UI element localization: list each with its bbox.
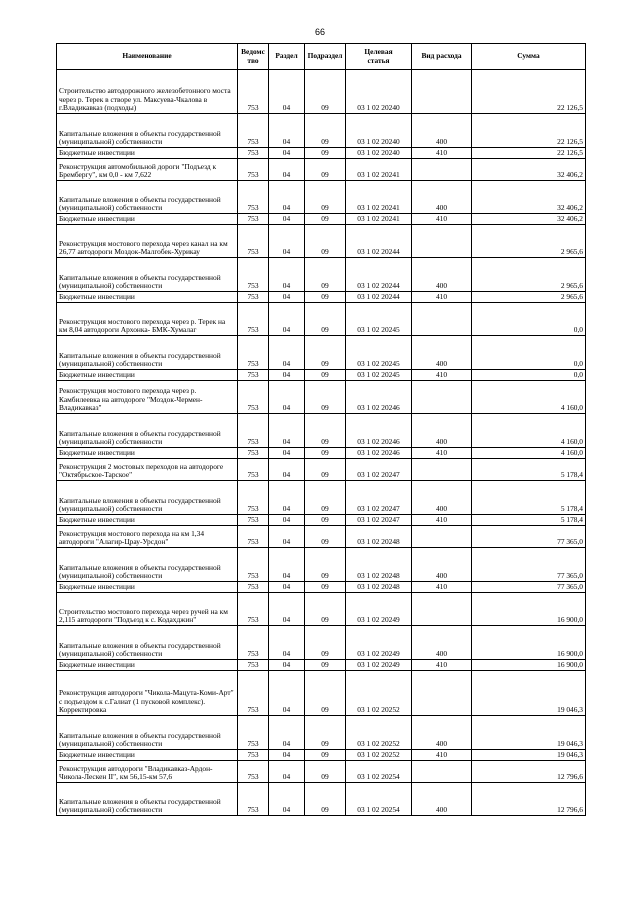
table-row bbox=[57, 761, 586, 783]
cell-name: Строительство мостового перехода через ручей на км 2,115 автодороги "Подъезд к с. Кодахджин" bbox=[57, 593, 238, 626]
cell-section: 04 bbox=[269, 292, 305, 303]
cell-name: Капитальные вложения в объекты государственной (муниципальной) собственности bbox=[57, 336, 238, 370]
cell-dept: 753 bbox=[238, 159, 269, 181]
table-row bbox=[57, 292, 586, 303]
cell-name: Реконструкция автодороги "Чикола-Мацута-Коми-Арт" с подъездом к с.Галиат (1 пусковой комплекс). Корректировка bbox=[57, 671, 238, 716]
cell-name: Реконструкция мостового перехода на км 1,34 автодороги "Алагир-Црау-Урсдон" bbox=[57, 526, 238, 548]
cell-expense: 400 bbox=[412, 414, 472, 448]
cell-article: 03 1 02 20249 bbox=[346, 626, 412, 660]
cell-subsection: 09 bbox=[305, 225, 346, 258]
table-row bbox=[57, 181, 586, 214]
cell-expense: 410 bbox=[412, 448, 472, 459]
cell-dept: 753 bbox=[238, 258, 269, 292]
cell-section: 04 bbox=[269, 526, 305, 548]
cell-name: Капитальные вложения в объекты государственной (муниципальной) собственности bbox=[57, 716, 238, 750]
budget-table bbox=[56, 43, 586, 816]
cell-name: Реконструкция мостового перехода через р. Камбилеевка на автодороге "Моздок-Чермен-Владикавказ" bbox=[57, 381, 238, 414]
table-row bbox=[57, 70, 586, 114]
cell-expense: 400 bbox=[412, 336, 472, 370]
cell-name: Бюджетные инвестиции bbox=[57, 582, 238, 593]
cell-name: Бюджетные инвестиции bbox=[57, 515, 238, 526]
cell-article: 03 1 02 20245 bbox=[346, 303, 412, 336]
table-row bbox=[57, 750, 586, 761]
cell-name: Бюджетные инвестиции bbox=[57, 750, 238, 761]
table-row bbox=[57, 626, 586, 660]
cell-expense: 400 bbox=[412, 716, 472, 750]
table-header bbox=[57, 44, 586, 70]
cell-section: 04 bbox=[269, 448, 305, 459]
header-expense: Вид расхода bbox=[412, 44, 472, 70]
cell-name: Капитальные вложения в объекты государственной (муниципальной) собственности bbox=[57, 481, 238, 515]
cell-sum: 19 046,3 bbox=[472, 750, 586, 761]
cell-dept: 753 bbox=[238, 481, 269, 515]
cell-dept: 753 bbox=[238, 626, 269, 660]
table-row bbox=[57, 114, 586, 148]
table-row bbox=[57, 148, 586, 159]
cell-section: 04 bbox=[269, 370, 305, 381]
cell-sum: 16 900,0 bbox=[472, 660, 586, 671]
cell-article: 03 1 02 20252 bbox=[346, 750, 412, 761]
header-section: Раздел bbox=[269, 44, 305, 70]
cell-expense: 410 bbox=[412, 660, 472, 671]
cell-section: 04 bbox=[269, 660, 305, 671]
cell-subsection: 09 bbox=[305, 481, 346, 515]
cell-expense bbox=[412, 381, 472, 414]
cell-section: 04 bbox=[269, 148, 305, 159]
table-row bbox=[57, 593, 586, 626]
table-row bbox=[57, 548, 586, 582]
cell-subsection: 09 bbox=[305, 381, 346, 414]
cell-expense: 410 bbox=[412, 582, 472, 593]
cell-expense: 400 bbox=[412, 481, 472, 515]
cell-section: 04 bbox=[269, 671, 305, 716]
cell-sum: 77 365,0 bbox=[472, 582, 586, 593]
cell-section: 04 bbox=[269, 414, 305, 448]
cell-dept: 753 bbox=[238, 515, 269, 526]
cell-section: 04 bbox=[269, 515, 305, 526]
cell-section: 04 bbox=[269, 626, 305, 660]
cell-dept: 753 bbox=[238, 292, 269, 303]
table-row bbox=[57, 481, 586, 515]
cell-subsection: 09 bbox=[305, 292, 346, 303]
cell-sum: 16 900,0 bbox=[472, 626, 586, 660]
cell-article: 03 1 02 20246 bbox=[346, 381, 412, 414]
table-row bbox=[57, 414, 586, 448]
table-row bbox=[57, 225, 586, 258]
cell-dept: 753 bbox=[238, 761, 269, 783]
cell-subsection: 09 bbox=[305, 303, 346, 336]
table-row bbox=[57, 716, 586, 750]
cell-subsection: 09 bbox=[305, 750, 346, 761]
cell-sum: 0,0 bbox=[472, 336, 586, 370]
cell-article: 03 1 02 20248 bbox=[346, 548, 412, 582]
cell-expense bbox=[412, 593, 472, 626]
header-sum: Сумма bbox=[472, 44, 586, 70]
cell-article: 03 1 02 20249 bbox=[346, 593, 412, 626]
cell-sum: 2 965,6 bbox=[472, 258, 586, 292]
cell-name: Реконструкция мостового перехода через канал на км 26,77 автодороги Моздок-Малгобек-Хурикау bbox=[57, 225, 238, 258]
cell-dept: 753 bbox=[238, 336, 269, 370]
cell-dept: 753 bbox=[238, 750, 269, 761]
cell-expense bbox=[412, 303, 472, 336]
table-row bbox=[57, 258, 586, 292]
cell-sum: 16 900,0 bbox=[472, 593, 586, 626]
table-row bbox=[57, 526, 586, 548]
cell-section: 04 bbox=[269, 750, 305, 761]
cell-sum: 4 160,0 bbox=[472, 381, 586, 414]
cell-dept: 753 bbox=[238, 671, 269, 716]
cell-name: Реконструкция 2 мостовых переходов на автодороге "Октябрьское-Тарское" bbox=[57, 459, 238, 481]
cell-subsection: 09 bbox=[305, 582, 346, 593]
cell-article: 03 1 02 20254 bbox=[346, 783, 412, 816]
header-row bbox=[57, 44, 586, 70]
cell-sum: 77 365,0 bbox=[472, 526, 586, 548]
cell-article: 03 1 02 20247 bbox=[346, 515, 412, 526]
cell-section: 04 bbox=[269, 336, 305, 370]
cell-name: Капитальные вложения в объекты государственной (муниципальной) собственности bbox=[57, 114, 238, 148]
cell-subsection: 09 bbox=[305, 148, 346, 159]
cell-article: 03 1 02 20252 bbox=[346, 716, 412, 750]
cell-article: 03 1 02 20245 bbox=[346, 370, 412, 381]
cell-subsection: 09 bbox=[305, 114, 346, 148]
header-article: Целевая статья bbox=[346, 44, 412, 70]
cell-expense bbox=[412, 526, 472, 548]
cell-dept: 753 bbox=[238, 783, 269, 816]
cell-article: 03 1 02 20247 bbox=[346, 459, 412, 481]
table-row bbox=[57, 303, 586, 336]
cell-expense: 400 bbox=[412, 626, 472, 660]
cell-article: 03 1 02 20240 bbox=[346, 114, 412, 148]
table-row bbox=[57, 448, 586, 459]
cell-sum: 19 046,3 bbox=[472, 671, 586, 716]
cell-subsection: 09 bbox=[305, 526, 346, 548]
cell-article: 03 1 02 20241 bbox=[346, 159, 412, 181]
cell-section: 04 bbox=[269, 582, 305, 593]
cell-expense bbox=[412, 159, 472, 181]
cell-section: 04 bbox=[269, 593, 305, 626]
header-subsection: Подраздел bbox=[305, 44, 346, 70]
cell-dept: 753 bbox=[238, 414, 269, 448]
table-row bbox=[57, 214, 586, 225]
cell-dept: 753 bbox=[238, 593, 269, 626]
cell-sum: 12 796,6 bbox=[472, 783, 586, 816]
cell-expense: 410 bbox=[412, 292, 472, 303]
cell-subsection: 09 bbox=[305, 159, 346, 181]
cell-sum: 32 406,2 bbox=[472, 214, 586, 225]
cell-article: 03 1 02 20247 bbox=[346, 481, 412, 515]
cell-dept: 753 bbox=[238, 225, 269, 258]
cell-dept: 753 bbox=[238, 459, 269, 481]
cell-dept: 753 bbox=[238, 370, 269, 381]
table-row bbox=[57, 783, 586, 816]
cell-sum: 5 178,4 bbox=[472, 515, 586, 526]
cell-subsection: 09 bbox=[305, 660, 346, 671]
table-row bbox=[57, 459, 586, 481]
cell-name: Капитальные вложения в объекты государственной (муниципальной) собственности bbox=[57, 258, 238, 292]
cell-name: Капитальные вложения в объекты государственной (муниципальной) собственности bbox=[57, 548, 238, 582]
cell-name: Капитальные вложения в объекты государственной (муниципальной) собственности bbox=[57, 626, 238, 660]
cell-section: 04 bbox=[269, 70, 305, 114]
cell-section: 04 bbox=[269, 303, 305, 336]
cell-sum: 2 965,6 bbox=[472, 292, 586, 303]
cell-article: 03 1 02 20241 bbox=[346, 181, 412, 214]
cell-article: 03 1 02 20248 bbox=[346, 526, 412, 548]
cell-name: Бюджетные инвестиции bbox=[57, 370, 238, 381]
cell-sum: 32 406,2 bbox=[472, 181, 586, 214]
cell-dept: 753 bbox=[238, 148, 269, 159]
header-dept: Ведомс тво bbox=[238, 44, 269, 70]
cell-sum: 22 126,5 bbox=[472, 70, 586, 114]
cell-expense: 410 bbox=[412, 370, 472, 381]
cell-subsection: 09 bbox=[305, 448, 346, 459]
cell-subsection: 09 bbox=[305, 626, 346, 660]
cell-name: Бюджетные инвестиции bbox=[57, 292, 238, 303]
cell-article: 03 1 02 20252 bbox=[346, 671, 412, 716]
cell-article: 03 1 02 20246 bbox=[346, 414, 412, 448]
cell-expense: 400 bbox=[412, 783, 472, 816]
cell-sum: 19 046,3 bbox=[472, 716, 586, 750]
cell-sum: 0,0 bbox=[472, 370, 586, 381]
cell-dept: 753 bbox=[238, 303, 269, 336]
cell-sum: 32 406,2 bbox=[472, 159, 586, 181]
cell-sum: 2 965,6 bbox=[472, 225, 586, 258]
cell-name: Реконструкция автодороги "Владикавказ-Ардон-Чикола-Лескен II", км 56,15-км 57,6 bbox=[57, 761, 238, 783]
cell-expense: 410 bbox=[412, 148, 472, 159]
cell-name: Бюджетные инвестиции bbox=[57, 148, 238, 159]
cell-expense: 400 bbox=[412, 114, 472, 148]
cell-sum: 77 365,0 bbox=[472, 548, 586, 582]
cell-name: Бюджетные инвестиции bbox=[57, 660, 238, 671]
cell-dept: 753 bbox=[238, 582, 269, 593]
cell-article: 03 1 02 20244 bbox=[346, 258, 412, 292]
cell-article: 03 1 02 20254 bbox=[346, 761, 412, 783]
cell-subsection: 09 bbox=[305, 515, 346, 526]
table-row bbox=[57, 336, 586, 370]
table-row bbox=[57, 159, 586, 181]
cell-sum: 5 178,4 bbox=[472, 481, 586, 515]
cell-article: 03 1 02 20248 bbox=[346, 582, 412, 593]
cell-expense bbox=[412, 459, 472, 481]
table-row bbox=[57, 660, 586, 671]
cell-expense: 400 bbox=[412, 258, 472, 292]
cell-dept: 753 bbox=[238, 381, 269, 414]
cell-name: Бюджетные инвестиции bbox=[57, 448, 238, 459]
cell-subsection: 09 bbox=[305, 761, 346, 783]
cell-section: 04 bbox=[269, 783, 305, 816]
cell-subsection: 09 bbox=[305, 370, 346, 381]
cell-section: 04 bbox=[269, 381, 305, 414]
cell-expense: 400 bbox=[412, 548, 472, 582]
cell-sum: 5 178,4 bbox=[472, 459, 586, 481]
cell-sum: 4 160,0 bbox=[472, 414, 586, 448]
cell-section: 04 bbox=[269, 159, 305, 181]
header-name: Наименование bbox=[57, 44, 238, 70]
cell-name: Капитальные вложения в объекты государственной (муниципальной) собственности bbox=[57, 783, 238, 816]
page-number: 66 bbox=[314, 27, 325, 37]
cell-subsection: 09 bbox=[305, 548, 346, 582]
table-row bbox=[57, 381, 586, 414]
cell-dept: 753 bbox=[238, 114, 269, 148]
cell-section: 04 bbox=[269, 225, 305, 258]
cell-section: 04 bbox=[269, 716, 305, 750]
cell-expense: 400 bbox=[412, 181, 472, 214]
cell-dept: 753 bbox=[238, 716, 269, 750]
cell-name: Реконструкция мостового перехода через р. Терек на км 8,04 автодороги Архонка- БМК-Хумалаг bbox=[57, 303, 238, 336]
cell-dept: 753 bbox=[238, 660, 269, 671]
cell-dept: 753 bbox=[238, 181, 269, 214]
cell-article: 03 1 02 20245 bbox=[346, 336, 412, 370]
cell-subsection: 09 bbox=[305, 716, 346, 750]
cell-section: 04 bbox=[269, 761, 305, 783]
cell-dept: 753 bbox=[238, 548, 269, 582]
cell-dept: 753 bbox=[238, 70, 269, 114]
cell-dept: 753 bbox=[238, 448, 269, 459]
cell-section: 04 bbox=[269, 548, 305, 582]
cell-section: 04 bbox=[269, 459, 305, 481]
cell-section: 04 bbox=[269, 181, 305, 214]
table-body bbox=[57, 70, 586, 816]
cell-expense bbox=[412, 225, 472, 258]
cell-article: 03 1 02 20241 bbox=[346, 214, 412, 225]
cell-name: Реконструкция автомобильной дороги "Подъезд к Брембергу", км 0,0 - км 7,622 bbox=[57, 159, 238, 181]
cell-sum: 0,0 bbox=[472, 303, 586, 336]
cell-section: 04 bbox=[269, 258, 305, 292]
cell-expense bbox=[412, 70, 472, 114]
cell-subsection: 09 bbox=[305, 414, 346, 448]
cell-subsection: 09 bbox=[305, 593, 346, 626]
cell-name: Капитальные вложения в объекты государственной (муниципальной) собственности bbox=[57, 181, 238, 214]
cell-subsection: 09 bbox=[305, 783, 346, 816]
cell-subsection: 09 bbox=[305, 459, 346, 481]
cell-article: 03 1 02 20240 bbox=[346, 70, 412, 114]
cell-expense: 410 bbox=[412, 214, 472, 225]
cell-name: Капитальные вложения в объекты государственной (муниципальной) собственности bbox=[57, 414, 238, 448]
cell-expense bbox=[412, 671, 472, 716]
cell-subsection: 09 bbox=[305, 671, 346, 716]
cell-article: 03 1 02 20244 bbox=[346, 292, 412, 303]
cell-sum: 12 796,6 bbox=[472, 761, 586, 783]
cell-expense: 410 bbox=[412, 750, 472, 761]
cell-section: 04 bbox=[269, 214, 305, 225]
cell-subsection: 09 bbox=[305, 336, 346, 370]
cell-sum: 22 126,5 bbox=[472, 148, 586, 159]
cell-subsection: 09 bbox=[305, 181, 346, 214]
table-row bbox=[57, 515, 586, 526]
cell-article: 03 1 02 20240 bbox=[346, 148, 412, 159]
cell-sum: 4 160,0 bbox=[472, 448, 586, 459]
table-row bbox=[57, 370, 586, 381]
cell-subsection: 09 bbox=[305, 70, 346, 114]
cell-section: 04 bbox=[269, 114, 305, 148]
cell-subsection: 09 bbox=[305, 258, 346, 292]
cell-article: 03 1 02 20246 bbox=[346, 448, 412, 459]
cell-expense: 410 bbox=[412, 515, 472, 526]
cell-name: Бюджетные инвестиции bbox=[57, 214, 238, 225]
cell-expense bbox=[412, 761, 472, 783]
cell-dept: 753 bbox=[238, 526, 269, 548]
cell-article: 03 1 02 20244 bbox=[346, 225, 412, 258]
cell-name: Строительство автодорожного железобетонного моста через р. Терек в створе ул. Максуева-Чкалова в г.Владикавказ (подходы) bbox=[57, 70, 238, 114]
cell-section: 04 bbox=[269, 481, 305, 515]
table-row bbox=[57, 582, 586, 593]
cell-article: 03 1 02 20249 bbox=[346, 660, 412, 671]
cell-subsection: 09 bbox=[305, 214, 346, 225]
table-row bbox=[57, 671, 586, 716]
cell-dept: 753 bbox=[238, 214, 269, 225]
cell-sum: 22 126,5 bbox=[472, 114, 586, 148]
